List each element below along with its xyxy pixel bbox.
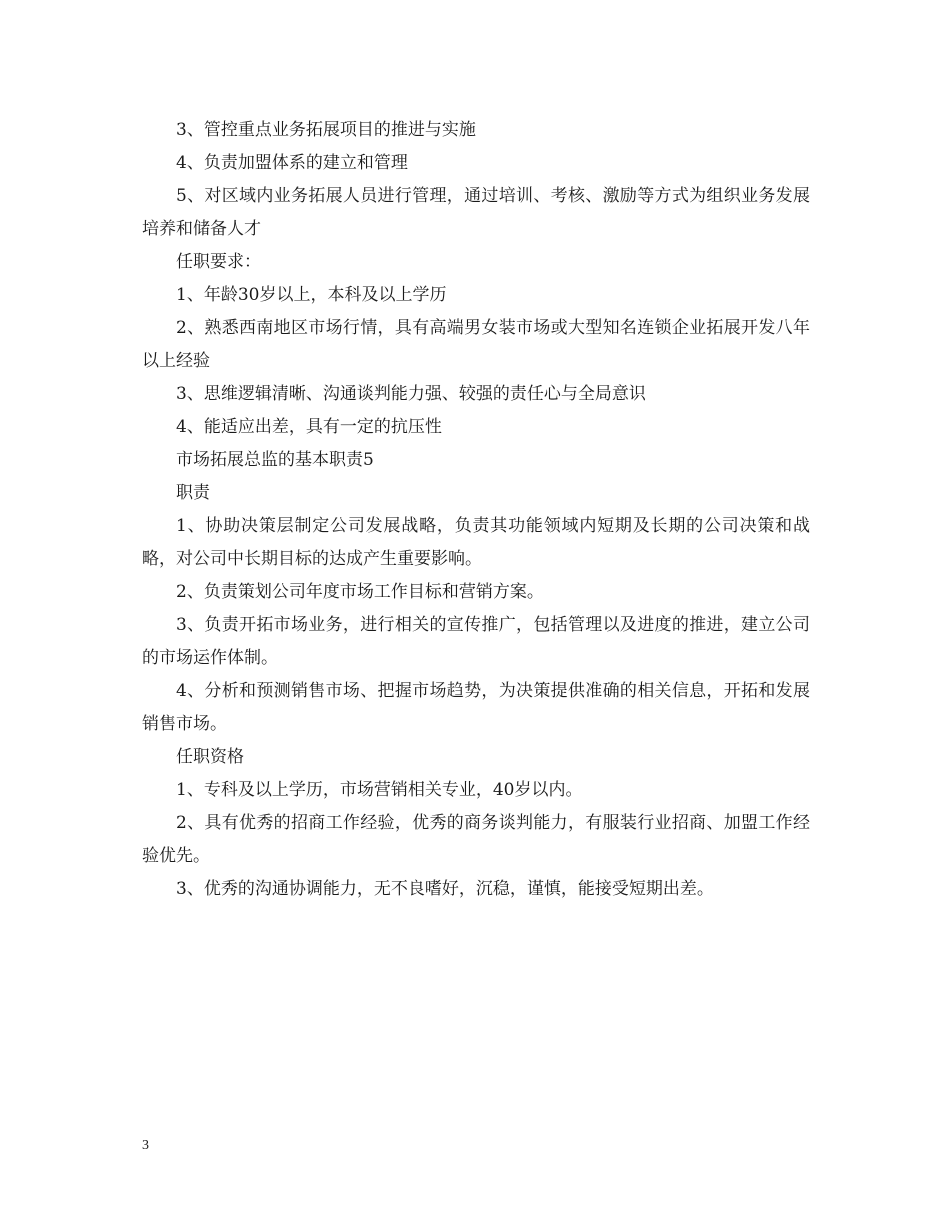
paragraph-qualification-1: 1、专科及以上学历，市场营销相关专业，40岁以内。 bbox=[176, 780, 583, 800]
paragraph-requirement-3: 3、思维逻辑清晰、沟通谈判能力强、较强的责任心与全局意识 bbox=[176, 384, 646, 404]
paragraph-duty-1: 1、协助决策层制定公司发展战略，负责其功能领域内短期及长期的公司决策和战略，对公司中长期目标的达成产生重要影响。 bbox=[142, 516, 810, 569]
paragraph-duty-2: 2、负责策划公司年度市场工作目标和营销方案。 bbox=[176, 582, 544, 602]
paragraph-duty-4b: 4、分析和预测销售市场、把握市场趋势，为决策提供准确的相关信息，开拓和发展销售市场。 bbox=[142, 681, 810, 734]
heading-duties: 职责 bbox=[176, 483, 210, 503]
document-body bbox=[142, 114, 810, 906]
paragraph-requirement-2: 2、熟悉西南地区市场行情，具有高端男女装市场或大型知名连锁企业拓展开发八年以上经验 bbox=[142, 318, 810, 371]
paragraph-duty-4: 4、负责加盟体系的建立和管理 bbox=[176, 153, 408, 173]
paragraph-duty-3: 3、管控重点业务拓展项目的推进与实施 bbox=[176, 120, 476, 140]
heading-requirements: 任职要求： bbox=[176, 252, 261, 272]
paragraph-qualification-2: 2、具有优秀的招商工作经验，优秀的商务谈判能力，有服装行业招商、加盟工作经验优先。 bbox=[142, 813, 810, 866]
paragraph-duty-3b: 3、负责开拓市场业务，进行相关的宣传推广，包括管理以及进度的推进，建立公司的市场运作体制。 bbox=[142, 615, 810, 668]
paragraph-duty-5: 5、对区域内业务拓展人员进行管理，通过培训、考核、激励等方式为组织业务发展培养和储备人才 bbox=[142, 186, 810, 239]
paragraph-requirement-1: 1、年龄30岁以上，本科及以上学历 bbox=[176, 285, 447, 305]
heading-qualifications: 任职资格 bbox=[176, 747, 244, 767]
paragraph-qualification-3: 3、优秀的沟通协调能力，无不良嗜好，沉稳，谨慎，能接受短期出差。 bbox=[176, 879, 714, 899]
page-number: 3 bbox=[142, 1138, 149, 1153]
section-title: 市场拓展总监的基本职责5 bbox=[176, 450, 374, 470]
paragraph-requirement-4: 4、能适应出差，具有一定的抗压性 bbox=[176, 417, 442, 437]
